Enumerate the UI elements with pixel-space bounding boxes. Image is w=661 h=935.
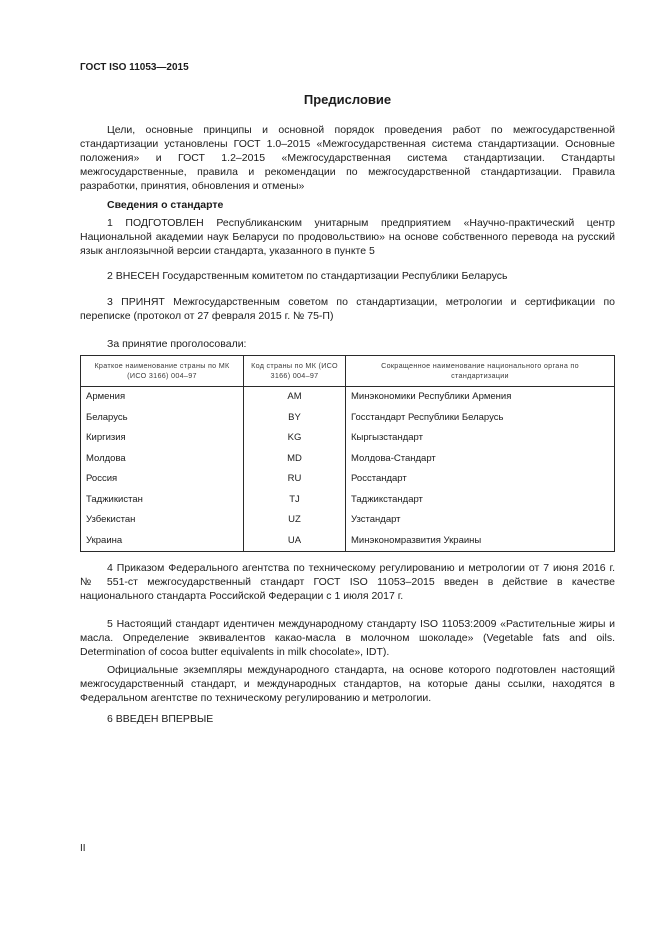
- table-row: [81, 387, 615, 408]
- country-cell: Узбекистан: [81, 510, 244, 531]
- item-5-paragraph: 5 Настоящий стандарт идентичен международному стандарту ISO 11053:2009 «Растительные жиры и масла. Определение эквивалентов какао-масла в молочном шоколаде» (Vegetable fats and oils. Determination of cocoa butter equivalents in milk chocolate», IDT).: [80, 618, 615, 658]
- country-code-cell: UA: [244, 531, 346, 552]
- column-header-code: Код страны по МК (ИСО 3166) 004–97: [244, 356, 346, 387]
- intro-paragraph: Цели, основные принципы и основной порядок проведения работ по межгосударственной стандартизации установлены ГОСТ 1.0–2015 «Межгосударственная система стандартизации. Основные положения» и ГОСТ 1.2–2015 «Межгосударственная система стандартизации. Стандарты межгосударственные, правила и рекомендации по межгосударственной стандартизации. Правила разработки, принятия, обновления и отмены»: [80, 124, 615, 192]
- country-cell: Армения: [81, 387, 244, 408]
- country-cell: Украина: [81, 531, 244, 552]
- item-6-paragraph: 6 ВВЕДЕН ВПЕРВЫЕ: [107, 713, 214, 725]
- country-cell: Россия: [81, 469, 244, 490]
- national-body-cell: Росстандарт: [346, 469, 615, 490]
- country-code-cell: KG: [244, 428, 346, 449]
- table-row: [81, 510, 615, 531]
- country-cell: Беларусь: [81, 408, 244, 429]
- column-header-country: Краткое наименование страны по МК (ИСО 3166) 004–97: [81, 356, 244, 387]
- national-body-cell: Минэкономики Республики Армения: [346, 387, 615, 408]
- country-code-cell: AM: [244, 387, 346, 408]
- country-code-cell: TJ: [244, 490, 346, 511]
- national-body-cell: Таджикстандарт: [346, 490, 615, 511]
- page-title: Предисловие: [303, 92, 392, 107]
- item-4-paragraph: 4 Приказом Федерального агентства по техническому регулированию и метрологии от 7 июня 2016 г. № 551-ст межгосударственный стандарт ГОСТ ISO 11053–2015 введен в действие в качестве национального стандарта Российской Федерации с 1 июля 2017 г.: [80, 562, 615, 602]
- section-heading: Сведения о стандарте: [107, 199, 224, 211]
- voting-table: [80, 355, 615, 552]
- country-code-cell: RU: [244, 469, 346, 490]
- national-body-cell: Молдова-Стандарт: [346, 449, 615, 470]
- page-number: II: [80, 843, 86, 854]
- country-code-cell: UZ: [244, 510, 346, 531]
- table-row: [81, 428, 615, 449]
- table-row: [81, 449, 615, 470]
- voted-label: За принятие проголосовали:: [107, 338, 247, 350]
- column-header-national-body: Сокращенное наименование национального органа по стандартизации: [346, 356, 615, 387]
- item-1-paragraph: 1 ПОДГОТОВЛЕН Республиканским унитарным предприятием «Научно-практический центр Национальной академии наук Беларуси по продовольствию» на основе собственного перевода на русский язык англоязычной версии стандарта, указанного в пункте 5: [80, 217, 615, 257]
- table-header-row: [81, 356, 615, 387]
- document-id-header: ГОСТ ISO 11053—2015: [80, 62, 189, 73]
- table-row: [81, 469, 615, 490]
- item-3-paragraph: 3 ПРИНЯТ Межгосударственным советом по стандартизации, метрологии и сертификации по переписке (протокол от 27 февраля 2015 г. № 75-П): [80, 296, 615, 322]
- national-body-cell: Узстандарт: [346, 510, 615, 531]
- country-code-cell: BY: [244, 408, 346, 429]
- country-cell: Киргизия: [81, 428, 244, 449]
- national-body-cell: Госстандарт Республики Беларусь: [346, 408, 615, 429]
- official-copies-paragraph: Официальные экземпляры международного стандарта, на основе которого подготовлен настоящий межгосударственный стандарт, и международных стандартов, на которые даны ссылки, находятся в Федеральном агентстве по техническому регулированию и метрологии.: [80, 664, 615, 704]
- country-code-cell: MD: [244, 449, 346, 470]
- table-row: [81, 531, 615, 552]
- country-cell: Таджикистан: [81, 490, 244, 511]
- item-2-paragraph: 2 ВНЕСЕН Государственным комитетом по стандартизации Республики Беларусь: [107, 270, 508, 282]
- national-body-cell: Минэкономразвития Украины: [346, 531, 615, 552]
- country-cell: Молдова: [81, 449, 244, 470]
- national-body-cell: Кыргызстандарт: [346, 428, 615, 449]
- table-row: [81, 490, 615, 511]
- table-row: [81, 408, 615, 429]
- table-body: [81, 387, 615, 552]
